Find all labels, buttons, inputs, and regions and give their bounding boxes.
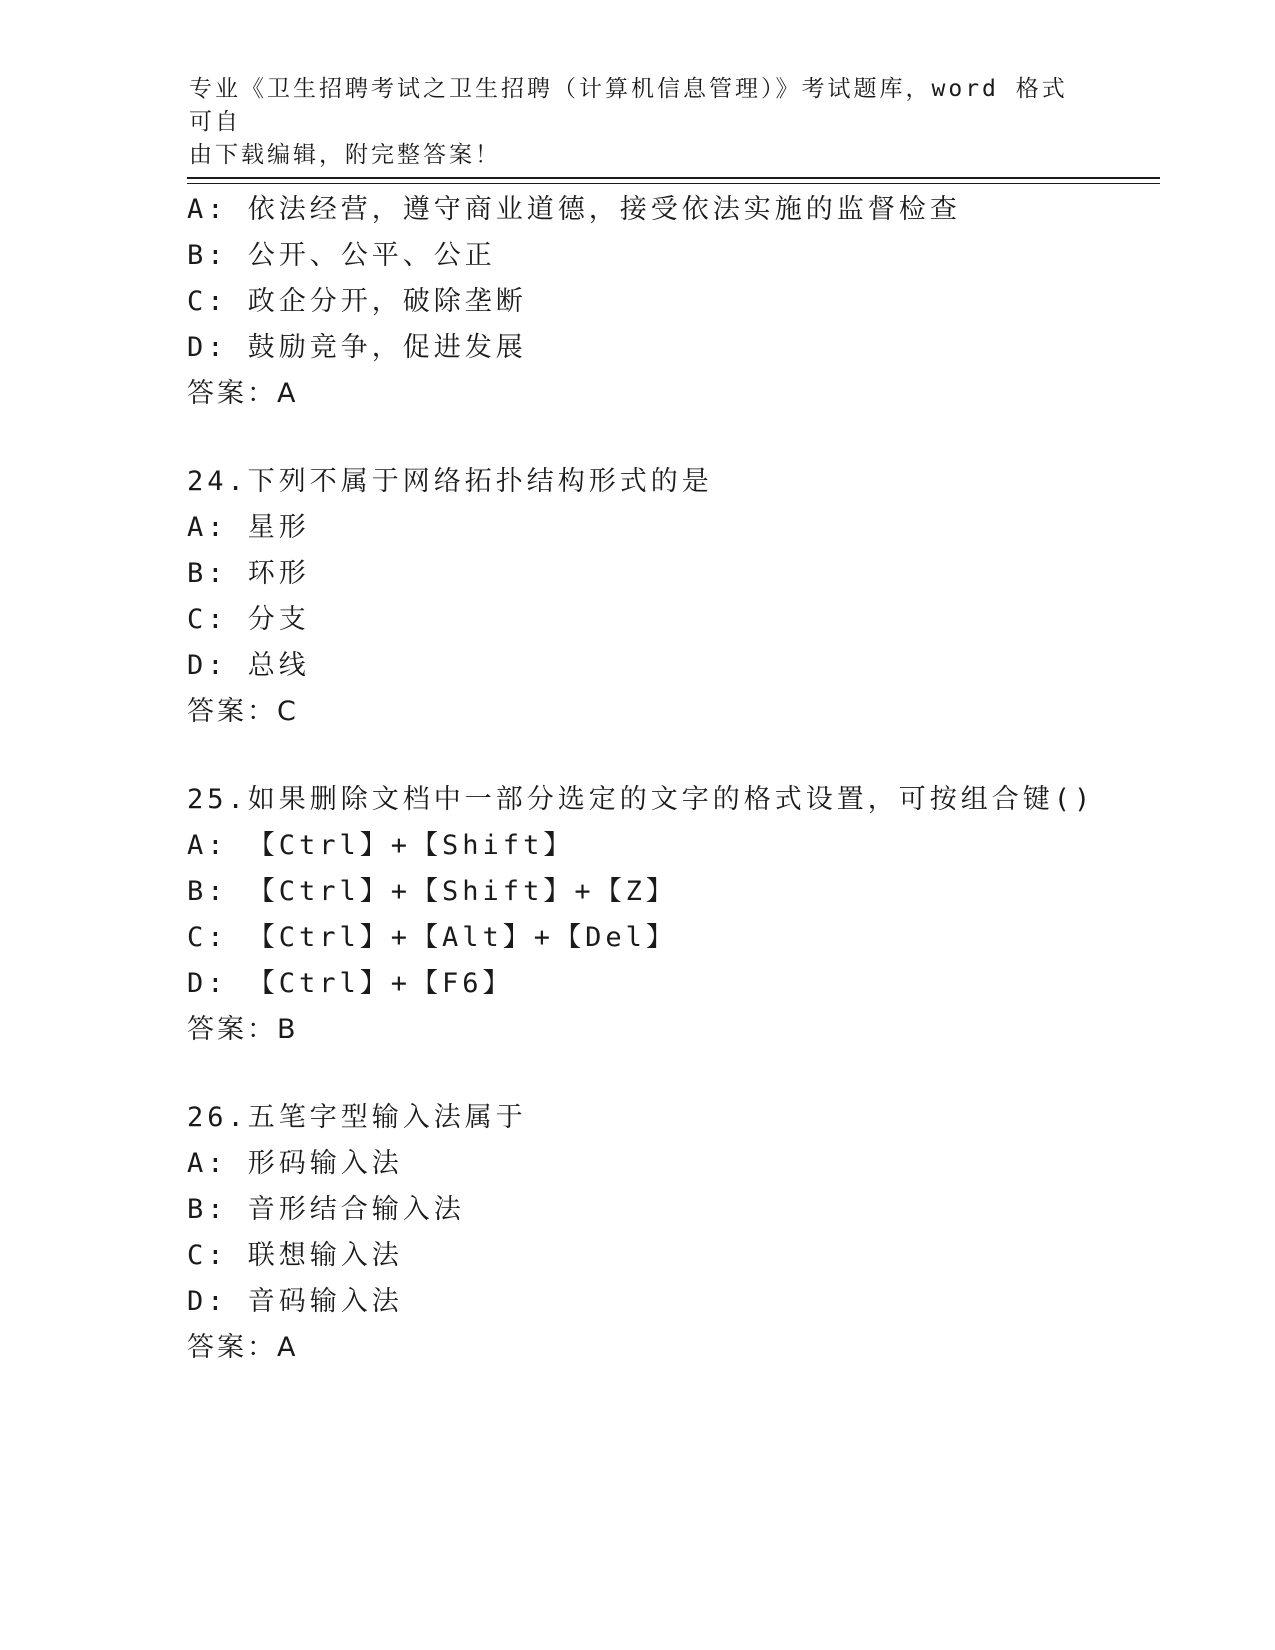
header-divider-thick [187, 177, 1160, 179]
answer: 答案：B [187, 1014, 299, 1045]
option-b: B: 音形结合输入法 [187, 1194, 465, 1225]
option-c: C: 联想输入法 [187, 1240, 403, 1271]
header-divider-thin [187, 183, 1160, 184]
option-b: B: 环形 [187, 558, 310, 589]
question-24 [187, 459, 1187, 735]
question-text: 26.五笔字型输入法属于 [187, 1102, 527, 1133]
question-text: 24.下列不属于网络拓扑结构形式的是 [187, 466, 713, 497]
question-23 [187, 187, 1187, 417]
question-26 [187, 1095, 1187, 1371]
header-line-1: 专业《卫生招聘考试之卫生招聘（计算机信息管理）》考试题库，word 格式可自 [189, 76, 1068, 135]
header-line-2: 由下载编辑，附完整答案！ [189, 142, 501, 168]
option-a: A: 依法经营，遵守商业道德，接受依法实施的监督检查 [187, 194, 961, 225]
option-b: B: 【Ctrl】+【Shift】+【Z】 [187, 876, 677, 907]
answer: 答案：A [187, 378, 299, 409]
answer: 答案：A [187, 1332, 299, 1363]
option-c: C: 政企分开，破除垄断 [187, 286, 527, 317]
option-d: D: 音码输入法 [187, 1286, 403, 1317]
option-b: B: 公开、公平、公正 [187, 240, 496, 271]
option-d: D: 总线 [187, 650, 310, 681]
option-a: A: 星形 [187, 512, 310, 543]
answer: 答案：C [187, 696, 299, 727]
option-d: D: 鼓励竞争，促进发展 [187, 332, 527, 363]
option-c: C: 分支 [187, 604, 310, 635]
option-a: A: 【Ctrl】+【Shift】 [187, 830, 575, 861]
option-d: D: 【Ctrl】+【F6】 [187, 968, 514, 999]
document-header [189, 73, 1089, 172]
question-25 [187, 777, 1187, 1053]
option-a: A: 形码输入法 [187, 1148, 403, 1179]
question-text: 25.如果删除文档中一部分选定的文字的格式设置，可按组合键() [187, 784, 1095, 815]
question-list [187, 187, 1187, 1413]
option-c: C: 【Ctrl】+【Alt】+【Del】 [187, 922, 677, 953]
